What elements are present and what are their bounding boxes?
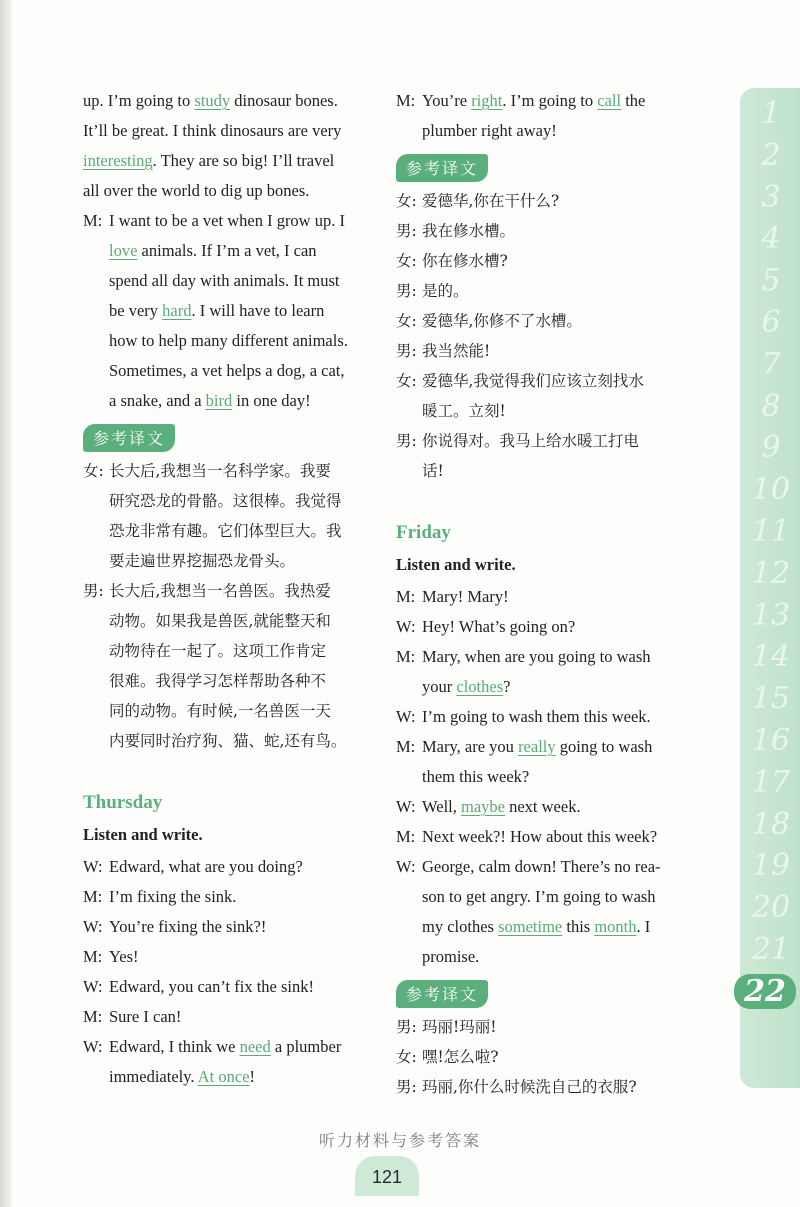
speaker-label: M: [83, 1007, 103, 1026]
text-line: immediately. At once! [109, 1067, 256, 1086]
speaker-label: 男: [396, 282, 417, 300]
speaker-label: 男: [396, 342, 417, 360]
text-line: plumber right away! [422, 121, 557, 140]
translation-text: 爱德华,你在干什么? [422, 192, 560, 210]
unit-tab-13: 13 [751, 597, 791, 633]
answer-word: study [194, 91, 231, 110]
unit-tab-18: 18 [751, 806, 791, 842]
text-line: be very hard. I will have to learn [109, 301, 325, 320]
text-line: your clothes? [422, 677, 511, 696]
translation-text: 很难。我得学习怎样帮助各种不 [109, 672, 327, 690]
answer-word: interesting [83, 151, 153, 170]
speaker-label: M: [83, 211, 103, 230]
dialog-line [83, 942, 379, 972]
translation-text: 动物待在一起了。这项工作肯定 [109, 642, 327, 660]
translation-line [83, 576, 379, 756]
speaker-label: 女: [396, 1048, 417, 1066]
speaker-label: 女: [396, 192, 417, 210]
translation-text: 玛丽!玛丽! [422, 1018, 497, 1036]
right-column [396, 86, 696, 1102]
translation-text: 要走遍世界挖掘恐龙骨头。 [109, 552, 296, 570]
speaker-label: W: [83, 977, 103, 996]
answer-word: sometime [498, 917, 563, 936]
translation-text: 研究恐龙的骨骼。这很棒。我觉得 [109, 492, 342, 510]
translation-text: 同的动物。有时候,一名兽医一天 [109, 702, 331, 720]
translation-line [396, 1072, 696, 1102]
translation-text: 爱德华,我觉得我们应该立刻找水 [422, 372, 644, 390]
unit-tab-21: 21 [751, 932, 791, 967]
text-line: Sure I can! [109, 1007, 182, 1026]
text-line: love animals. If I’m a vet, I can [109, 241, 317, 260]
text-line: Edward, you can’t fix the sink! [109, 977, 314, 996]
speaker-label: W: [396, 797, 416, 816]
text-line: Mary, when are you going to wash [422, 647, 651, 666]
dialog-line [83, 852, 379, 882]
text-line: Edward, I think we need a plumber [109, 1037, 342, 1056]
answer-word: clothes [456, 677, 504, 696]
unit-tab-3: 3 [761, 179, 781, 215]
unit-tab-2: 2 [761, 137, 781, 173]
speaker-label: 男: [396, 1018, 417, 1036]
text-line: a snake, and a bird in one day! [109, 391, 311, 410]
unit-tab-16: 16 [751, 723, 791, 758]
text-line: Yes! [109, 947, 139, 966]
unit-tab-10: 10 [751, 472, 791, 508]
speaker-label: W: [83, 857, 103, 876]
translation-text: 动物。如果我是兽医,就能整天和 [109, 612, 331, 630]
translation-line [396, 216, 696, 246]
text-line: Hey! What’s going on? [422, 617, 576, 636]
answer-word: love [109, 241, 138, 260]
speaker-label: W: [396, 707, 416, 726]
translation-text: 内要同时治疗狗、猫、蛇,还有鸟。 [109, 732, 347, 750]
dialog-line [83, 912, 379, 942]
translation-line [396, 426, 696, 486]
dialog-line [83, 206, 379, 416]
translation-text: 嘿!怎么啦? [422, 1048, 499, 1066]
dialog-line [396, 852, 696, 972]
dialog-line [396, 86, 696, 146]
speaker-label: 男: [396, 432, 417, 450]
answer-word: need [239, 1037, 271, 1056]
dialog-line [396, 642, 696, 702]
dialog-line [83, 882, 379, 912]
speaker-label: M: [396, 91, 416, 110]
translation-text: 是的。 [422, 282, 469, 300]
translation-text: 暖工。立刻! [422, 402, 506, 420]
translation-text: 话! [422, 462, 444, 480]
unit-tab-4: 4 [761, 221, 781, 257]
answer-word: At once [197, 1067, 250, 1086]
text-line: Sometimes, a vet helps a dog, a cat, [109, 361, 345, 380]
unit-tab-17: 17 [751, 764, 791, 800]
text-line: how to help many different animals. [109, 331, 348, 350]
text-line: You’re right. I’m going to call the [422, 91, 646, 110]
text-line: spend all day with animals. It must [109, 271, 340, 290]
translation-text: 恐龙非常有趣。它们体型巨大。我 [109, 522, 342, 540]
answer-word: right [471, 91, 503, 110]
translation-text: 你在修水槽? [422, 252, 508, 270]
dialog-line [396, 582, 696, 612]
text-line: promise. [422, 947, 480, 966]
dialog-line [396, 702, 696, 732]
text-line: Well, maybe next week. [422, 797, 581, 816]
text-line: Edward, what are you doing? [109, 857, 303, 876]
text-line: I’m going to wash them this week. [422, 707, 651, 726]
translation-line [396, 1042, 696, 1072]
translation-line [396, 246, 696, 276]
translation-line [396, 186, 696, 216]
answer-word: month [594, 917, 637, 936]
speaker-label: 男: [83, 582, 104, 600]
answer-word: hard [162, 301, 192, 320]
unit-tab-14: 14 [751, 639, 791, 675]
text-line: Mary, are you really going to wash [422, 737, 653, 756]
speaker-label: M: [396, 827, 416, 846]
speaker-label: 女: [396, 372, 417, 390]
translation-badge: 参考译文 [396, 154, 488, 182]
text-line: all over the world to dig up bones. [83, 181, 310, 200]
unit-tab-9: 9 [761, 430, 781, 466]
text-line: son to get angry. I’m going to wash [422, 887, 656, 906]
unit-tab-11: 11 [751, 514, 791, 549]
text-line: my clothes sometime this month. I [422, 917, 651, 936]
text-line: George, calm down! There’s no rea- [422, 857, 661, 876]
unit-tab-5: 5 [761, 263, 781, 299]
section-instruction: Listen and write. [83, 825, 203, 844]
speaker-label: M: [396, 587, 416, 606]
section-heading-thursday: Thursday [83, 792, 163, 813]
translation-line [396, 1012, 696, 1042]
speaker-label: M: [83, 947, 103, 966]
speaker-label: 男: [396, 222, 417, 240]
text-line: up. I’m going to study dinosaur bones. [83, 91, 338, 110]
translation-badge: 参考译文 [83, 424, 175, 452]
translation-text: 玛丽,你什么时候洗自己的衣服? [422, 1078, 637, 1096]
text-line: You’re fixing the sink?! [109, 917, 267, 936]
answer-word: maybe [461, 797, 505, 816]
text-line: them this week? [422, 767, 530, 786]
dialog-line [396, 732, 696, 792]
dialog-line [83, 1032, 379, 1092]
text-line: interesting. They are so big! I’ll travel [83, 151, 335, 170]
speaker-label: 女: [83, 462, 104, 480]
dialog-line [396, 612, 696, 642]
speaker-label: M: [83, 887, 103, 906]
speaker-label: 女: [396, 312, 417, 330]
text-line: Next week?! How about this week? [422, 827, 658, 846]
speaker-label: W: [83, 917, 103, 936]
unit-tab-7: 7 [761, 346, 781, 382]
unit-tab-15: 15 [751, 681, 791, 717]
translation-line [396, 306, 696, 336]
footer-title: 听力材料与参考答案 [318, 1131, 481, 1150]
dialog-line [396, 822, 696, 852]
unit-tab-19: 19 [751, 848, 791, 884]
speaker-label: 女: [396, 252, 417, 270]
text-line: I’m fixing the sink. [109, 887, 237, 906]
unit-tab-22: 22 [734, 974, 796, 1009]
unit-tab-1: 1 [761, 96, 781, 131]
dialog-line [83, 972, 379, 1002]
speaker-label: W: [396, 617, 416, 636]
speaker-label: M: [396, 737, 416, 756]
speaker-label: W: [396, 857, 416, 876]
speaker-label: M: [396, 647, 416, 666]
unit-tab-6: 6 [761, 305, 781, 340]
section-instruction: Listen and write. [396, 555, 516, 574]
translation-text: 我当然能! [422, 342, 491, 360]
unit-tab-12: 12 [751, 555, 791, 591]
translation-text: 你说得对。我马上给水暖工打电 [422, 432, 640, 450]
unit-tab-8: 8 [761, 388, 781, 424]
answer-word: really [518, 737, 556, 756]
translation-badge: 参考译文 [396, 980, 488, 1008]
text-line: I want to be a vet when I grow up. I [109, 211, 345, 230]
translation-line [396, 366, 696, 426]
answer-word: bird [205, 391, 233, 410]
translation-line [83, 456, 379, 576]
dialog-line [396, 792, 696, 822]
translation-line [396, 336, 696, 366]
speaker-label: W: [83, 1037, 103, 1056]
text-line: It’ll be great. I think dinosaurs are very [83, 121, 342, 140]
dialog-line [83, 1002, 379, 1032]
answer-word: call [597, 91, 622, 110]
unit-tab-20: 20 [751, 890, 791, 926]
left-column [83, 86, 379, 1092]
translation-text: 我在修水槽。 [422, 222, 516, 240]
section-heading-friday: Friday [396, 522, 451, 543]
speaker-label: 男: [396, 1078, 417, 1096]
translation-text: 长大后,我想当一名科学家。我要 [109, 462, 331, 480]
translation-text: 长大后,我想当一名兽医。我热爱 [109, 582, 331, 600]
translation-text: 爱德华,你修不了水槽。 [422, 312, 582, 330]
text-line: Mary! Mary! [422, 587, 509, 606]
page-number: 121 [355, 1156, 419, 1196]
book-spine-shadow [0, 0, 12, 1207]
translation-line [396, 276, 696, 306]
unit-tabs [740, 88, 800, 1088]
